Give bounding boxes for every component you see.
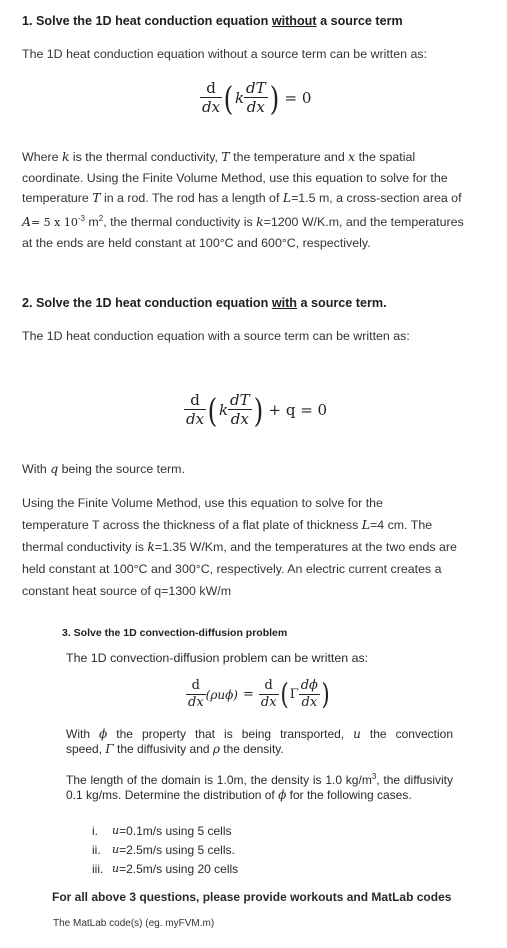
footer-note: For all above 3 questions, please provide workouts and MatLab codes (52, 890, 452, 904)
q3-eq-dphidx: $\frac{d\phi}{dx}$ (300, 678, 318, 710)
q3-eq-ddx-left: $\frac{d}{dx}$ (188, 678, 204, 710)
q2-heading-text-a: 2. Solve the 1D heat conduction equation (22, 296, 272, 310)
q1-eq-ddx: $\frac{d}{dx}$ (202, 79, 221, 117)
q2-with-line: With q being the source term. (22, 461, 185, 476)
q1-equation (200, 80, 311, 116)
q1-body-line4: A= 5 x $10^{-3}$ $m^2$, the thermal conductivity is k=1200 W/K.m, and the temperatures (22, 213, 464, 229)
q2-equation (184, 392, 327, 428)
q1-eq-rparen: ) (269, 78, 279, 118)
q3-eq-gamma: Γ (289, 687, 299, 703)
q2-heading (22, 296, 387, 310)
q2-eq-rhs: + q = 0 (268, 401, 328, 420)
q1-intro: The 1D heat conduction equation without a source term can be written as: (22, 47, 427, 61)
q1-eq-dTdx: $\frac{dT}{dx}$ (246, 79, 266, 117)
q3-equation (186, 679, 331, 711)
q2-body-line5: constant heat source of q=1300 kW/m (22, 584, 232, 598)
q3-case-item: i. u =0.1m/s using 5 cells (92, 824, 232, 838)
q3-cases-list (92, 824, 238, 881)
q2-eq-k: k (218, 401, 229, 420)
q1-body-line5: at the ends are held constant at 100°C and 600°C, respectively. (22, 236, 371, 251)
q2-eq-lparen: ( (207, 390, 218, 430)
q2-body (22, 492, 497, 602)
q2-eq-ddx: $\frac{d}{dx}$ (186, 391, 205, 429)
q2-body-line1: Using the Finite Volume Method, use this equation to solve for the (22, 496, 383, 510)
q3-eq-equals: = (242, 687, 254, 703)
q1-body-line2: coordinate. Using the Finite Volume Method, use this equation to solve for the (22, 170, 448, 185)
q1-heading-text-a: 1. Solve the 1D heat conduction equation (22, 14, 272, 28)
q2-body-line4: held constant at 100°C and 300°C, respectively. An electric current creates a (22, 562, 442, 576)
q1-body-line1: Where k is the thermal conductivity, T the temperature and x the spatial (22, 149, 416, 164)
q3-with-line1: With ϕ the property that is being transported, u the convection (66, 727, 454, 741)
q2-intro: The 1D heat conduction equation with a source term can be written as: (22, 329, 410, 343)
q3-with-line2: speed, Γ the diffusivity and ρ the density. (66, 741, 284, 756)
q2-heading-text-b: a source term. (297, 296, 387, 310)
q1-eq-lparen: ( (223, 78, 234, 118)
footer-matlab: The MatLab code(s) (eg. myFVM.m) (53, 918, 215, 929)
q3-with-text (66, 727, 453, 756)
q2-heading-underlined: with (271, 296, 297, 310)
q1-heading (22, 14, 403, 28)
q3-eq-ddx-right: $\frac{d}{dx}$ (260, 678, 277, 710)
q2-body-line3: thermal conductivity is k=1.35 W/Km, and the temperatures at the two ends are (22, 539, 457, 554)
q3-intro: The 1D convection-diffusion problem can be written as: (66, 651, 369, 665)
q1-eq-k: k (234, 89, 245, 108)
q2-body-line2: temperature T across the thickness of a flat plate of thickness L=4 cm. The (22, 517, 433, 532)
q3-eq-rparen: ) (321, 677, 330, 712)
q3-heading: 3. Solve the 1D convection-diffusion problem (62, 627, 288, 639)
q1-heading-text-b: a source term (316, 14, 403, 28)
q1-body (22, 147, 492, 254)
q1-eq-rhs: = 0 (284, 89, 312, 108)
q3-eq-lhs-arg: (ρuϕ) (205, 687, 238, 702)
q1-heading-underlined: without (271, 14, 317, 28)
q3-paragraph: The length of the domain is 1.0m, the density is 1.0 $kg/m^3$, the diffusivity 0.1 kg/ms. Determine the distribution of ϕ for the following cases. (66, 772, 453, 802)
q2-eq-dTdx: $\frac{dT}{dx}$ (230, 391, 250, 429)
q3-case-item: ii. u =2.5m/s using 5 cells. (92, 843, 235, 857)
q3-eq-lparen: ( (279, 677, 289, 712)
q3-case-item: iii. u =2.5m/s using 20 cells (92, 862, 239, 876)
q1-body-line3: temperature T in a rod. The rod has a length of L=1.5 m, a cross-section area of (22, 190, 462, 205)
q2-eq-rparen: ) (253, 390, 263, 430)
